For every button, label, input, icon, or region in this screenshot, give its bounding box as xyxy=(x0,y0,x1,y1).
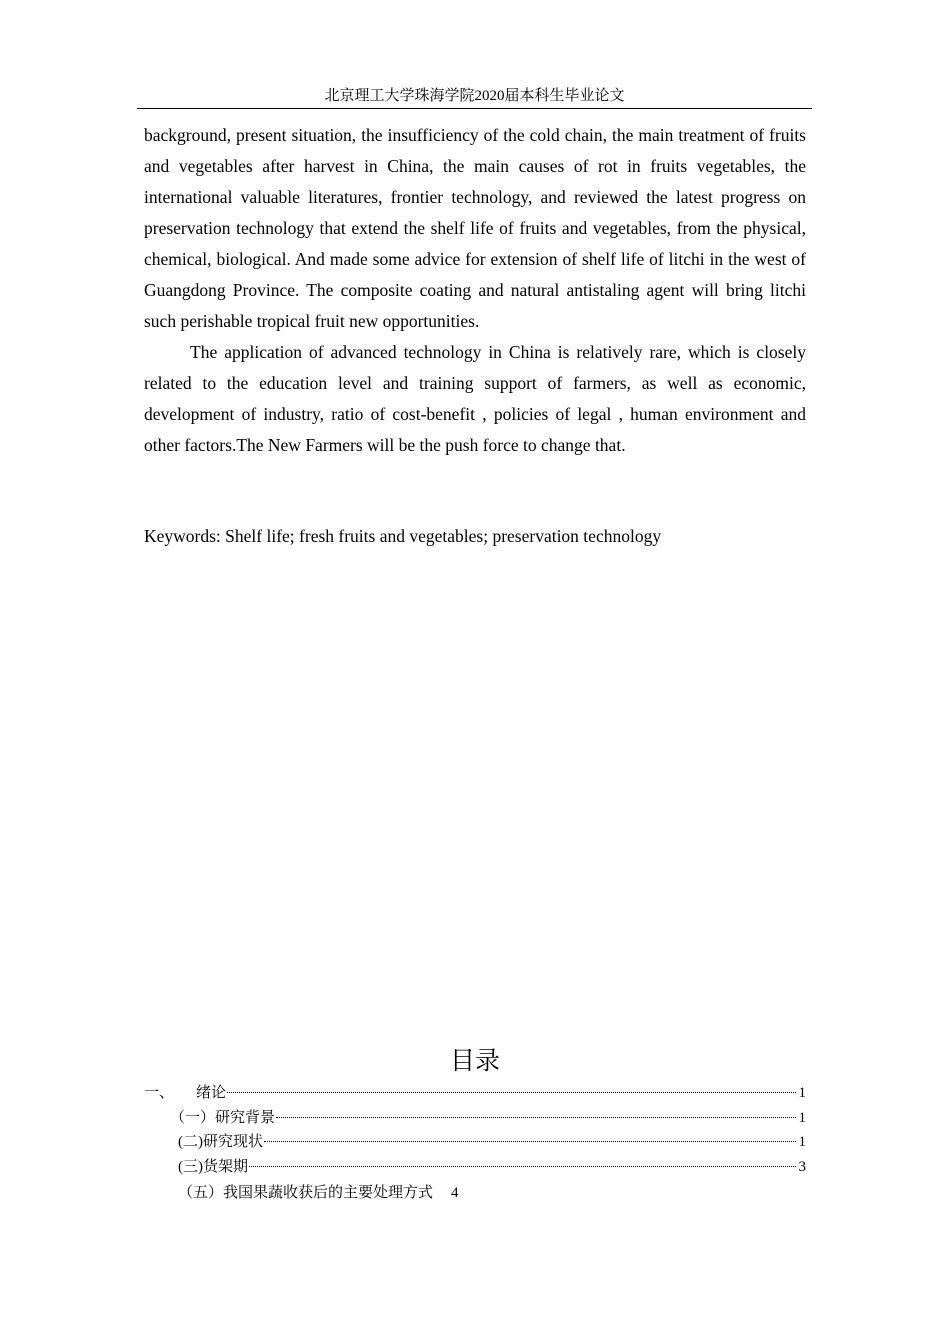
toc-dot-leader xyxy=(227,1081,795,1093)
toc-entry-page: 1 xyxy=(798,1085,806,1101)
abstract-paragraph-2: The application of advanced technology in China is relatively rare, which is closely related to the education level and training support of farmers, as well as economic, development of industry, ratio of cost-benefit , policies of legal , human environment and other factors.The New Farmers will be the push force to change that. xyxy=(144,342,806,455)
toc-entry-page: 1 xyxy=(798,1134,806,1150)
header-text: 北京理工大学珠海学院2020届本科生毕业论文 xyxy=(324,88,625,104)
toc-entry-label: (三)货架期 xyxy=(178,1159,248,1175)
abstract-body xyxy=(144,120,806,461)
toc-entry-label: (二)研究现状 xyxy=(178,1134,263,1150)
keywords: Keywords: Shelf life; fresh fruits and vegetables; preservation technology xyxy=(144,526,662,546)
toc-entry-label: （五）我国果蔬收获后的主要处理方式 xyxy=(178,1185,434,1201)
toc-entry-page: 3 xyxy=(798,1159,806,1175)
toc-dot-leader xyxy=(264,1130,796,1142)
toc-entry-introduction[interactable] xyxy=(144,1081,806,1105)
toc-entry-label: 绪论 xyxy=(196,1085,227,1101)
toc-dot-leader xyxy=(276,1106,795,1118)
toc-entry-page: 4 xyxy=(451,1185,459,1201)
toc-entry-page: 1 xyxy=(798,1110,806,1126)
toc-entry-shelf-life[interactable] xyxy=(178,1155,806,1179)
abstract-paragraph-1: background, present situation, the insufficiency of the cold chain, the main treatment of fruits and vegetables after harvest in China, the main causes of rot in fruits vegetables, the international valuable literatures, frontier technology, and reviewed the latest progress on preservation technology that extend the shelf life of fruits and vegetables, from the physical, chemical, biological. And made some advice for extension of shelf life of litchi in the west of Guangdong Province. The composite coating and natural antistaling agent will bring litchi such perishable tropical fruit new opportunities. xyxy=(144,125,806,331)
toc-entry-number: 一、 xyxy=(144,1085,175,1101)
toc-entry-postharvest-treatment[interactable] xyxy=(178,1181,578,1205)
toc-entry-label: （一）研究背景 xyxy=(170,1110,276,1126)
toc-entry-research-status[interactable] xyxy=(178,1130,806,1154)
toc-dot-leader xyxy=(249,1155,796,1167)
page-header xyxy=(137,86,812,109)
toc-entry-research-background[interactable] xyxy=(170,1106,806,1130)
toc-title: 目录 xyxy=(449,1048,500,1075)
